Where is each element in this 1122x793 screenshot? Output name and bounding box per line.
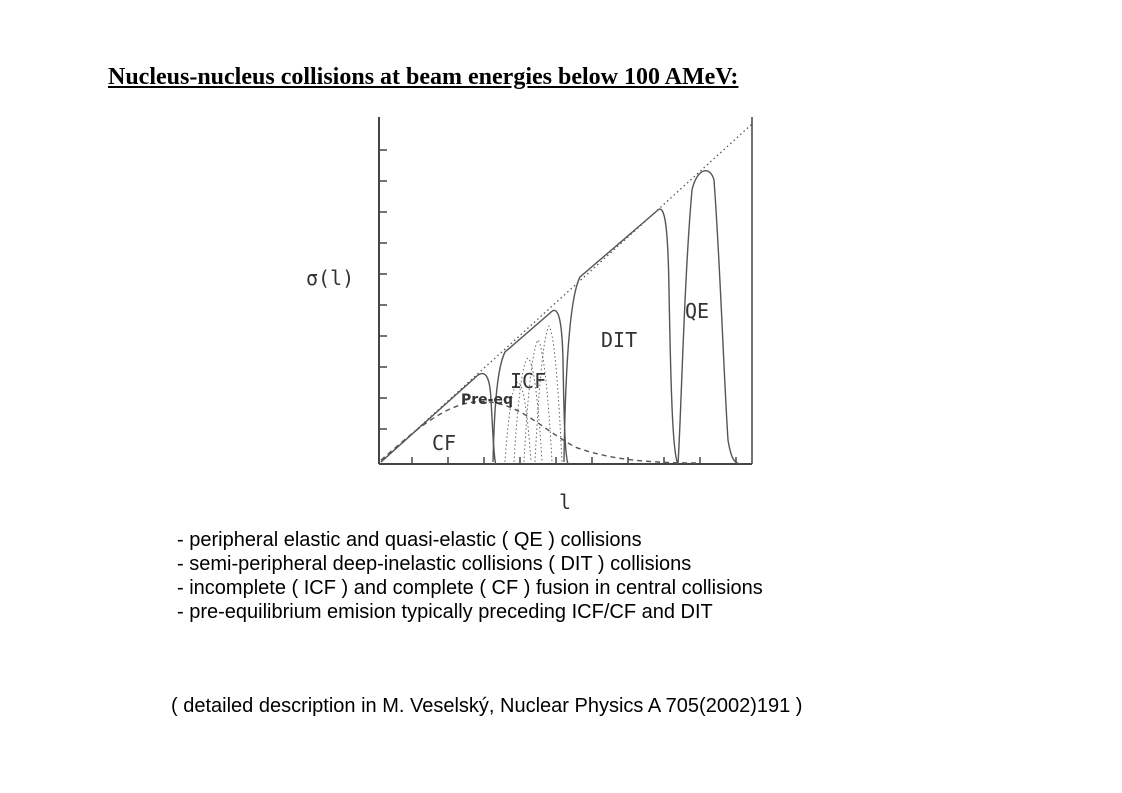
icf-subpeak-4 bbox=[535, 326, 562, 462]
axis-ticks bbox=[379, 150, 736, 464]
pre-eq-label: Pre-eq bbox=[461, 392, 513, 408]
x-axis-label: l bbox=[559, 490, 572, 514]
dit-label: DIT bbox=[601, 328, 638, 352]
bullet-item-pre-eq: - pre-equilibrium emision typically preceding ICF/CF and DIT bbox=[177, 601, 713, 623]
icf-label: ICF bbox=[510, 369, 547, 393]
bullet-item-fusion: - incomplete ( ICF ) and complete ( CF ) fusion in central collisions bbox=[177, 577, 763, 599]
bullet-item-dit: - semi-peripheral deep-inelastic collisions ( DIT ) collisions bbox=[177, 553, 692, 575]
y-axis-label: σ(l) bbox=[306, 266, 355, 290]
bullet-list bbox=[177, 528, 763, 624]
cf-label: CF bbox=[432, 431, 457, 455]
bullet-item-qe: - peripheral elastic and quasi-elastic ( QE ) collisions bbox=[177, 529, 642, 551]
slide-title: Nucleus-nucleus collisions at beam energies below 100 AMeV: bbox=[108, 64, 739, 90]
pre-eq-dashed-curve bbox=[381, 402, 700, 463]
qe-label: QE bbox=[685, 299, 710, 323]
reference-note: ( detailed description in M. Veselský, Nuclear Physics A 705(2002)191 ) bbox=[171, 695, 803, 717]
icf-subpeak-3 bbox=[524, 340, 552, 462]
